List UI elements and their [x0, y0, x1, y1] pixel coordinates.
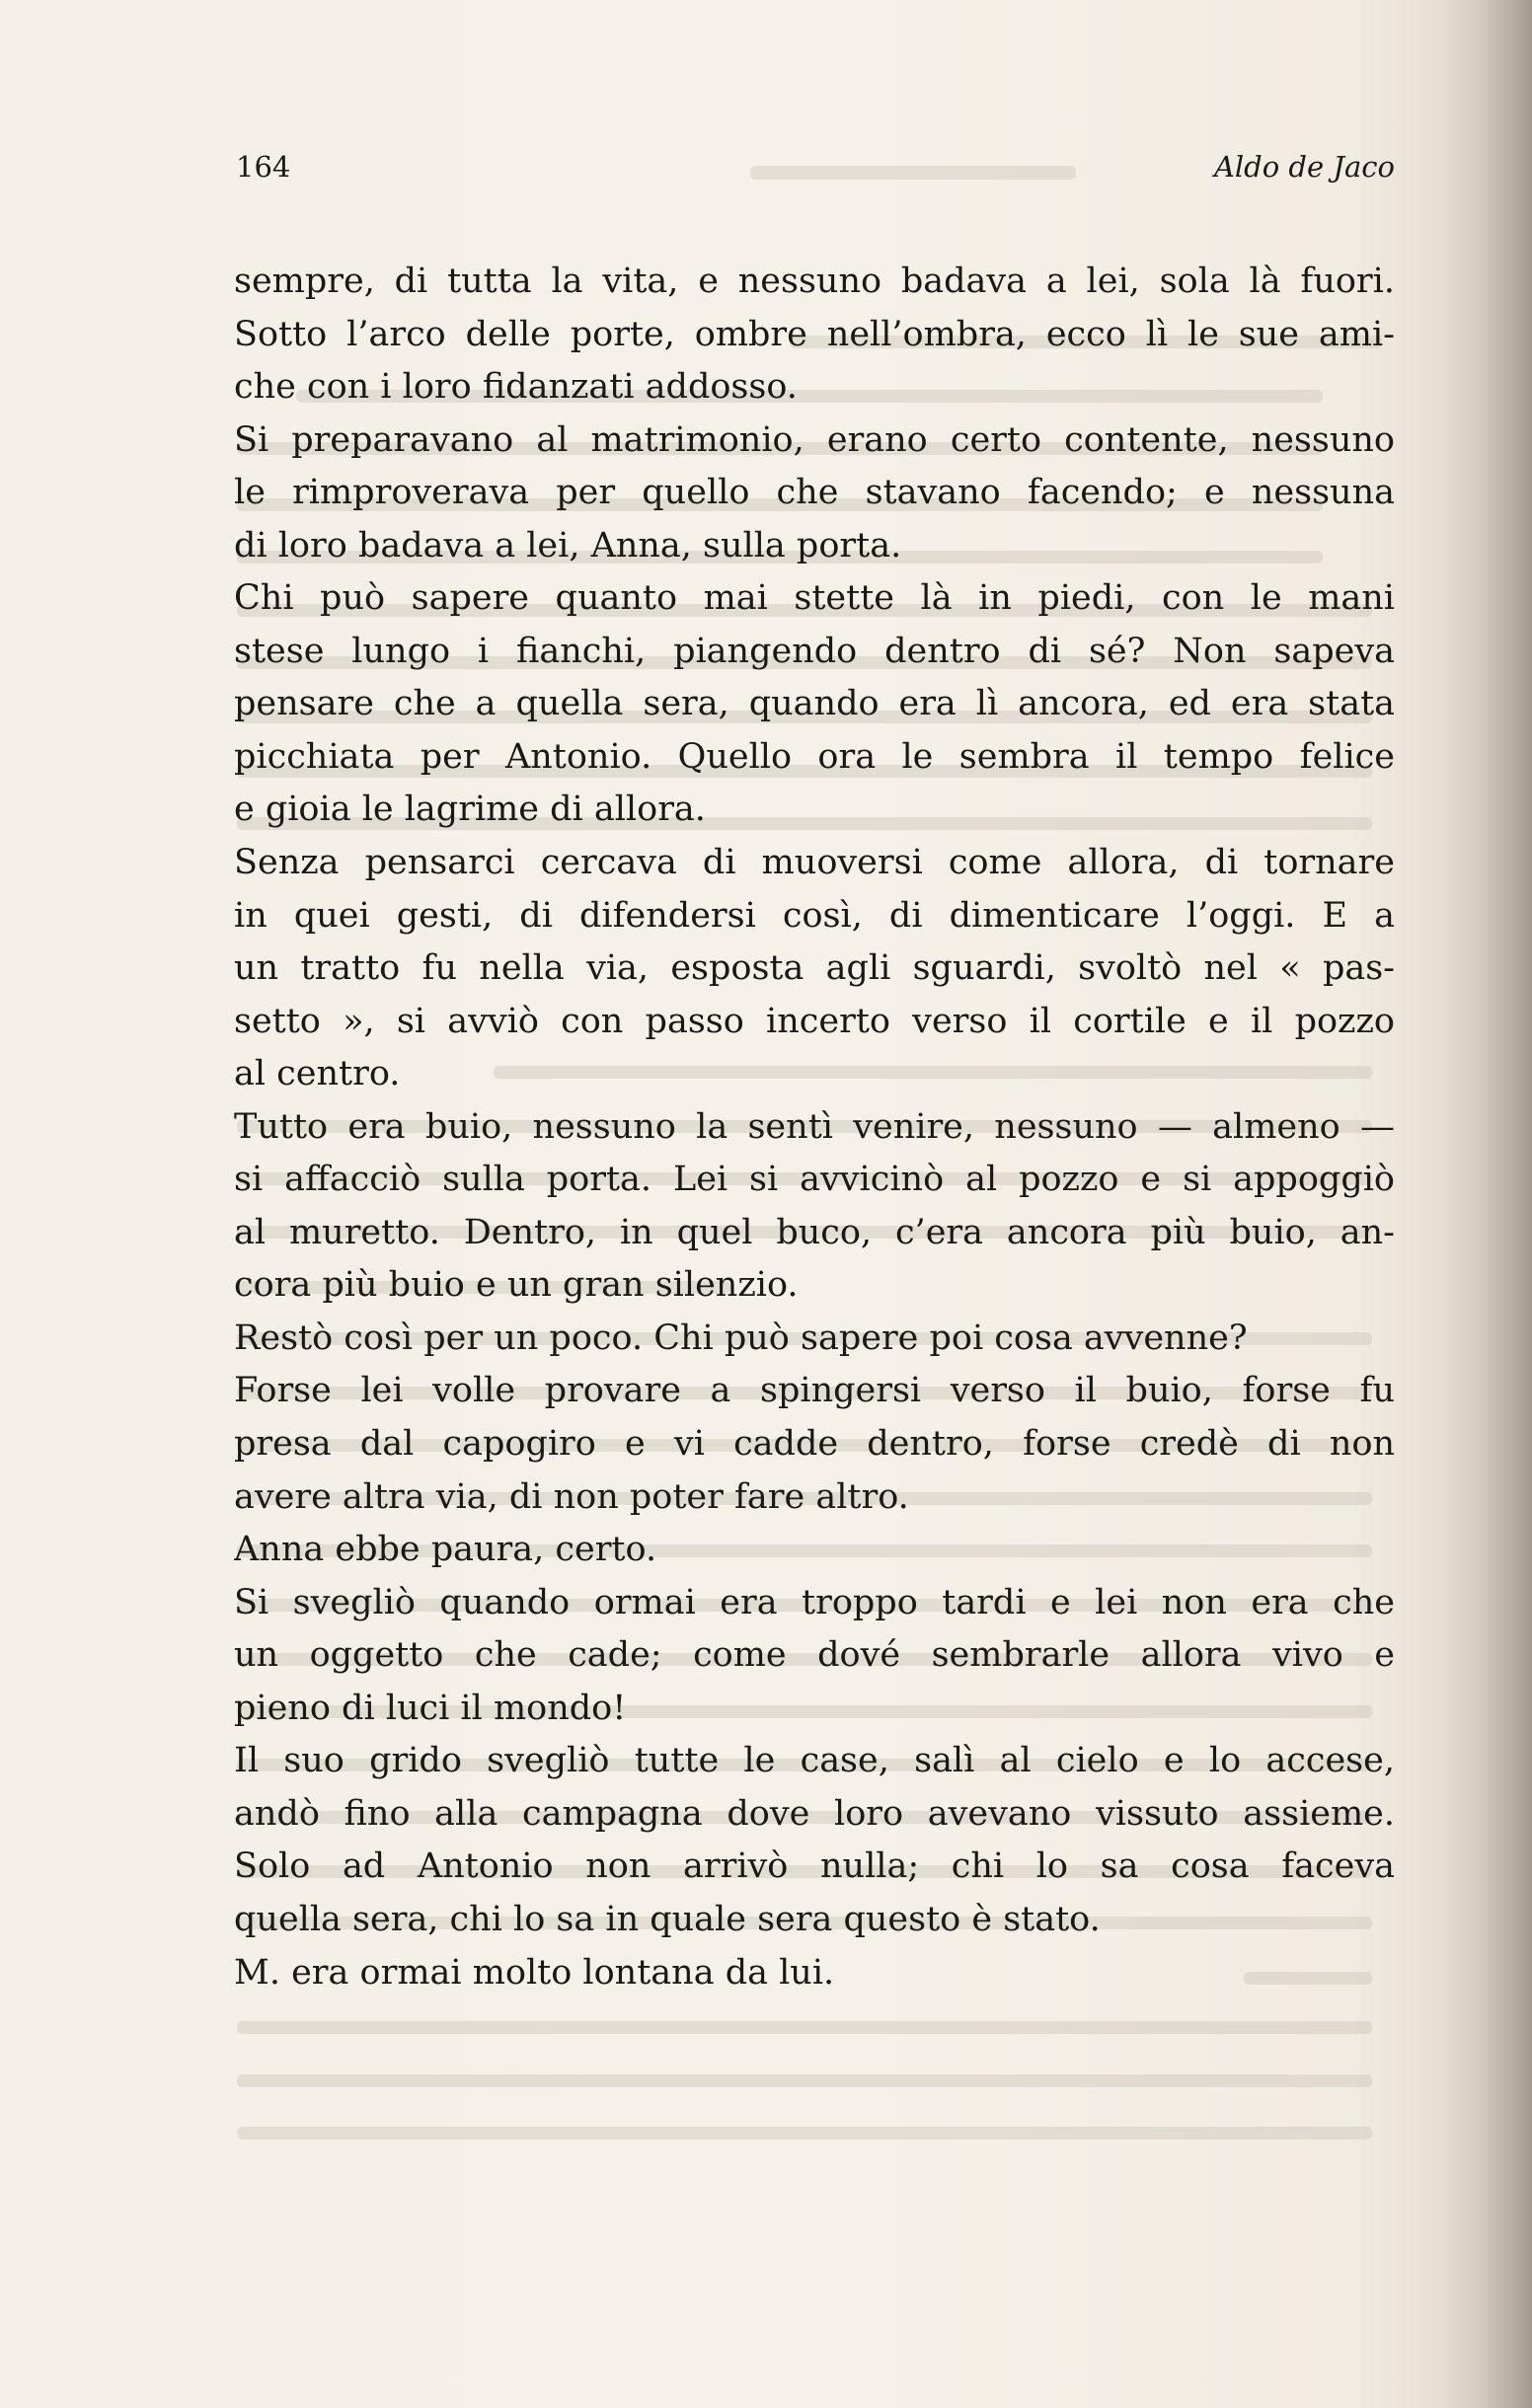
text-line: si affacciò sulla porta. Lei si avvicinò al pozzo e si appoggiò	[234, 1160, 1395, 1200]
text-line: cora più buio e un gran silenzio.	[234, 1265, 799, 1306]
text-line: al muretto. Dentro, in quel buco, c’era ancora più buio, an-	[234, 1212, 1395, 1252]
text-line: Chi può sapere quanto mai stette là in piedi, con le mani	[234, 578, 1395, 619]
text-line: sempre, di tutta la vita, e nessuno badava a lei, sola là fuori.	[234, 262, 1395, 301]
text-line: Restò così per un poco. Chi può sapere poi cosa avvenne?	[234, 1317, 1248, 1358]
text-line: in quei gesti, di difendersi così, di dimenticare l’oggi. E a	[234, 895, 1395, 936]
text-line: andò fino alla campagna dove loro avevano vissuto assieme.	[234, 1793, 1395, 1834]
text-line: M. era ormai molto lontana da lui.	[234, 1952, 835, 1993]
text-line: picchiata per Antonio. Quello ora le sembra il tempo felice	[234, 736, 1395, 777]
text-line: pensare che a quella sera, quando era lì ancora, ed era stata	[234, 684, 1395, 724]
text-line: un oggetto che cade; come dové sembrarle allora vivo e	[234, 1635, 1395, 1676]
bleed-line	[237, 2021, 1372, 2034]
body-text	[234, 256, 1395, 1999]
text-line: Tutto era buio, nessuno la sentì venire, nessuno — almeno —	[234, 1106, 1395, 1147]
text-line: che con i loro fidanzati addosso.	[234, 367, 798, 408]
text-line: Forse lei volle provare a spingersi verso il buio, forse fu	[234, 1371, 1395, 1411]
text-line: un tratto fu nella via, esposta agli sguardi, svoltò nel « pas-	[234, 948, 1395, 989]
text-line: Sotto l’arco delle porte, ombre nell’ombra, ecco lì le sue ami-	[234, 314, 1395, 354]
text-line: Si svegliò quando ormai era troppo tardi e lei non era che	[234, 1582, 1395, 1622]
text-line: avere altra via, di non poter fare altro.	[234, 1476, 909, 1517]
text-line: Si preparavano al matrimonio, erano certo contente, nessuno	[234, 419, 1395, 460]
page-shadow-edge	[1481, 0, 1532, 2408]
text-line: le rimproverava per quello che stavano facendo; e nessuna	[234, 473, 1395, 513]
text-line: presa dal capogiro e vi cadde dentro, forse credè di non	[234, 1424, 1395, 1465]
text-line: Senza pensarci cercava di muoversi come allora, di tornare	[234, 843, 1395, 883]
text-line: Il suo grido svegliò tutte le case, salì al cielo e lo accese,	[234, 1741, 1395, 1781]
text-line: di loro badava a lei, Anna, sulla porta.	[234, 525, 902, 565]
running-head-author: Aldo de Jaco	[1213, 150, 1395, 184]
text-line: setto », si avviò con passo incerto verso il cortile e il pozzo	[234, 1001, 1395, 1041]
text-line: e gioia le lagrime di allora.	[234, 790, 706, 830]
text-line: Solo ad Antonio non arrivò nulla; chi lo sa cosa faceva	[234, 1846, 1395, 1887]
text-line: pieno di luci il mondo!	[234, 1688, 627, 1728]
text-line: Anna ebbe paura, certo.	[234, 1530, 657, 1570]
text-line: quella sera, chi lo sa in quale sera questo è stato.	[234, 1899, 1101, 1939]
text-line: stese lungo i fianchi, piangendo dentro di sé? Non sapeva	[234, 631, 1395, 671]
text-line: al centro.	[234, 1054, 401, 1094]
bleed-line	[237, 2074, 1372, 2087]
page-header	[236, 150, 1395, 193]
bleed-line	[237, 2127, 1372, 2140]
page-number: 164	[236, 150, 291, 184]
